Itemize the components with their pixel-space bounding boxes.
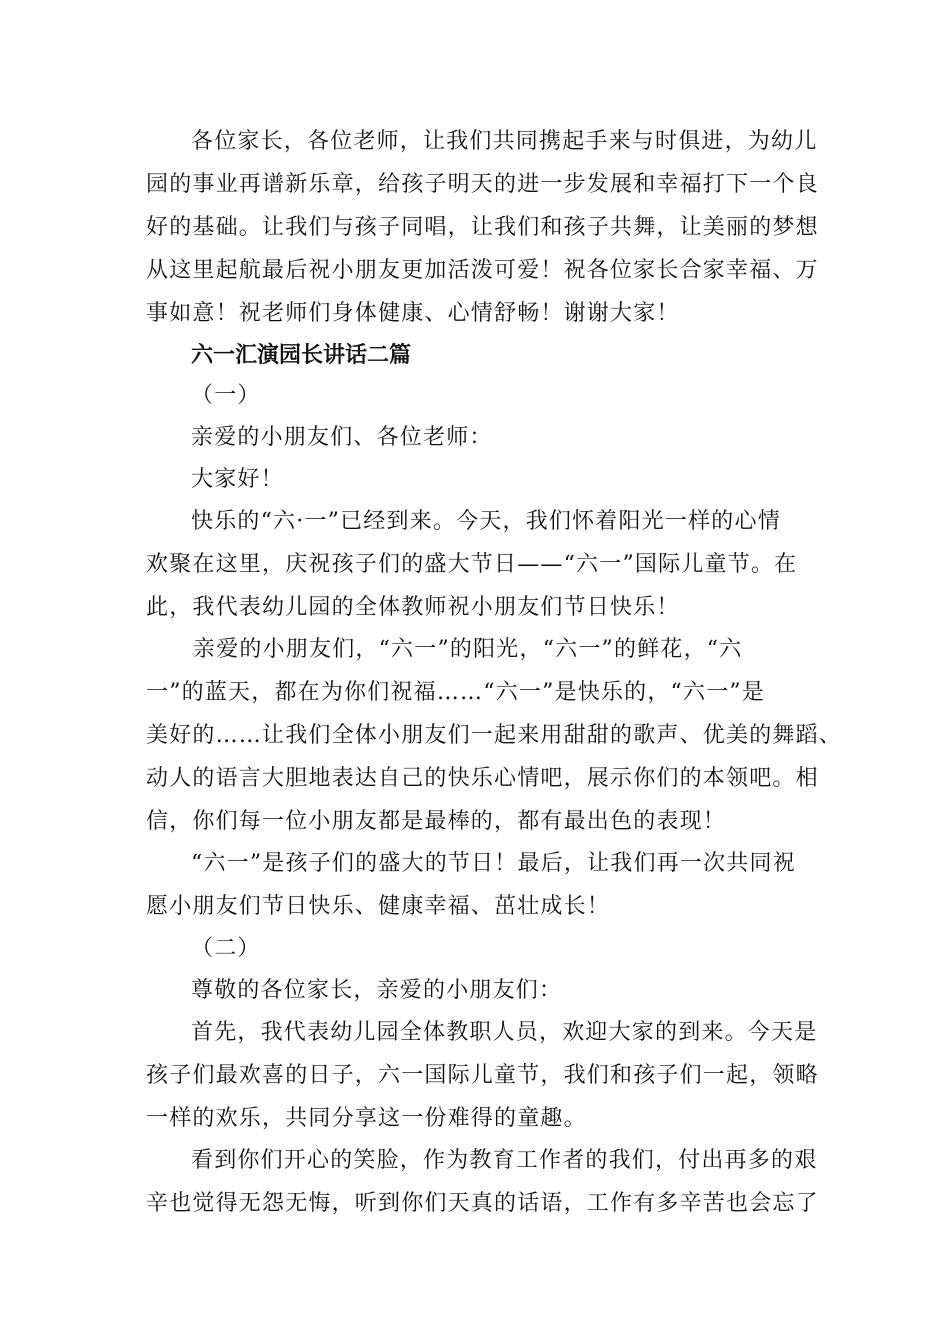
paragraph-line: 好的基础。让我们与孩子同唱，让我们和孩子共舞，让美丽的梦想 xyxy=(146,215,819,240)
greeting-line: 尊敬的各位家长，亲爱的小朋友们： xyxy=(191,978,563,1003)
paragraph-line: 美好的……让我们全体小朋友们一起来用甜甜的歌声、优美的舞蹈、 xyxy=(146,723,843,748)
section-title: 六一汇演园长讲话二篇 xyxy=(191,343,412,368)
paragraph-line: 孩子们最欢喜的日子，六一国际儿童节，我们和孩子们一起，领略 xyxy=(146,1063,819,1088)
paragraph-line: 园的事业再谱新乐章，给孩子明天的进一步发展和幸福打下一个良 xyxy=(146,172,819,197)
paragraph-line: “六一”是孩子们的盛大的节日！最后，让我们再一次共同祝 xyxy=(191,851,796,876)
paragraph-line: 信，你们每一位小朋友都是最棒的，都有最出色的表现！ xyxy=(146,809,727,834)
paragraph-line: 事如意！祝老师们身体健康、心情舒畅！谢谢大家！ xyxy=(146,301,680,326)
greeting-line: 大家好！ xyxy=(191,467,284,492)
paragraph-line: 愿小朋友们节日快乐、健康幸福、茁壮成长！ xyxy=(146,894,611,919)
greeting-line: 亲爱的小朋友们、各位老师： xyxy=(191,425,493,450)
paragraph-line: 辛也觉得无怨无悔，听到你们天真的话语，工作有多辛苦也会忘了 xyxy=(146,1191,819,1216)
paragraph-line: 欢聚在这里，庆祝孩子们的盛大节日——“六一”国际儿童节。在 xyxy=(146,552,798,577)
paragraph-line: 快乐的“六·一”已经到来。今天，我们怀着阳光一样的心情 xyxy=(191,509,781,534)
section-label: （二） xyxy=(191,936,261,961)
paragraph-line: 此，我代表幼儿园的全体教师祝小朋友们节日快乐！ xyxy=(146,595,680,620)
paragraph-line: 看到你们开心的笑脸，作为教育工作者的我们，付出再多的艰 xyxy=(191,1148,818,1173)
paragraph-line: 一”的蓝天，都在为你们祝福……“六一”是快乐的，“六一”是 xyxy=(146,680,766,705)
paragraph-line: 动人的语言大胆地表达自己的快乐心情吧，展示你们的本领吧。相 xyxy=(146,766,819,791)
paragraph-line: 亲爱的小朋友们，“六一”的阳光，“六一”的鲜花，“六 xyxy=(193,637,743,662)
section-label: （一） xyxy=(191,383,261,408)
paragraph-line: 各位家长，各位老师，让我们共同携起手来与时俱进，为幼儿 xyxy=(191,129,818,154)
paragraph-line: 从这里起航最后祝小朋友更加活泼可爱！祝各位家长合家幸福、万 xyxy=(146,258,819,283)
paragraph-line: 首先，我代表幼儿园全体教职人员，欢迎大家的到来。今天是 xyxy=(191,1020,818,1045)
paragraph-line: 一样的欢乐，共同分享这一份难得的童趣。 xyxy=(146,1106,587,1131)
